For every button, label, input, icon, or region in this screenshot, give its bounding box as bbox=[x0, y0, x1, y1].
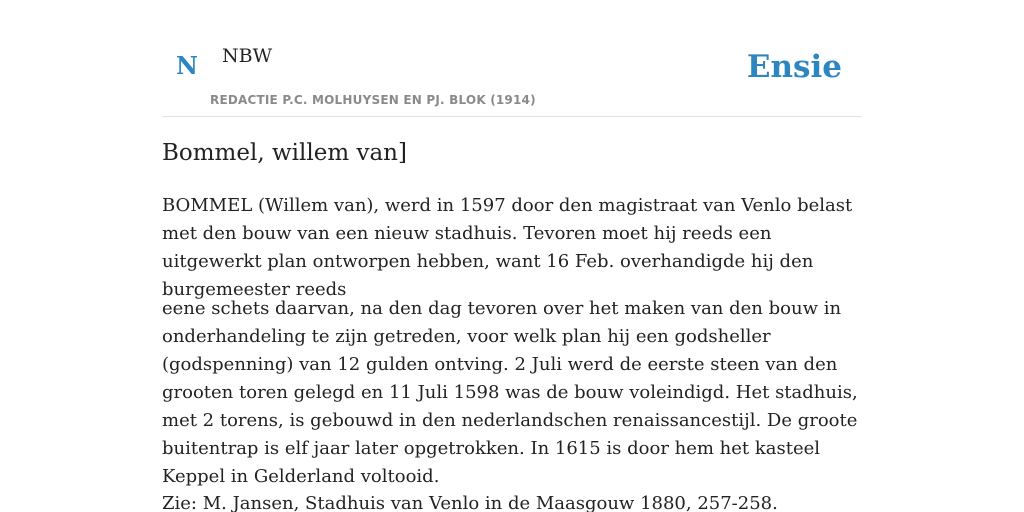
ensie-logo-link[interactable]: Ensie bbox=[746, 49, 842, 85]
article-paragraph-1: BOMMEL (Willem van), werd in 1597 door den magistraat van Venlo belast met den bouw van een nieuw stadhuis. Tevoren moet hij reeds een uitgewerkt plan ontworpen hebben, want 16 Feb. overhandigde hij den burgemeester reeds bbox=[162, 195, 853, 300]
article-paragraph-2: eene schets daarvan, na den dag tevoren over het maken van den bouw in onderhandeling te zijn getreden, voor welk plan hij een godsheller (godspenning) van 12 gulden ontving. 2 Juli werd de eerste steen van den grooten toren gelegd en 11 Juli 1598 was de bouw voleindigd. Het stadhuis, met 2 torens, is gebouwd in den nederlandschen renaissancestijl. De groote buitentrap is elf jaar later opgetrokken. In 1615 is door hem het kasteel Keppel in Gelderland voltooid. bbox=[162, 298, 858, 487]
source-logo: N bbox=[176, 51, 198, 80]
source-name[interactable]: NBW bbox=[222, 45, 273, 67]
header bbox=[162, 0, 862, 117]
source-editors: REDACTIE P.C. MOLHUYSEN EN PJ. BLOK (1914) bbox=[210, 93, 536, 107]
article-reference: Zie: M. Jansen, Stadhuis van Venlo in de Maasgouw 1880, 257-258. bbox=[162, 493, 778, 512]
article-title: Bommel, willem van] bbox=[162, 140, 407, 166]
